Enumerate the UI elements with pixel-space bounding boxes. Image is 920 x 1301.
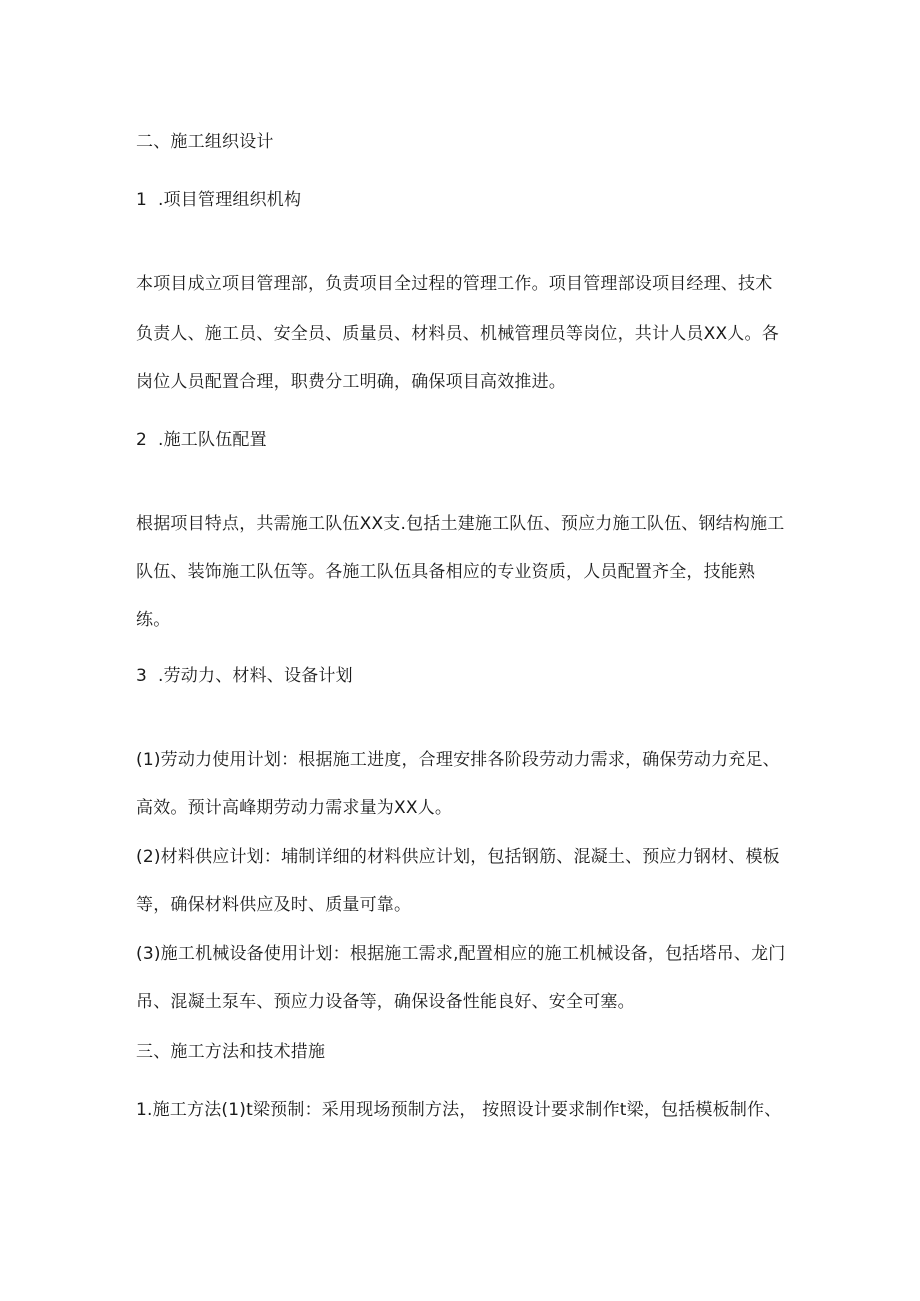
paragraph-line: 等，确保材料供应及时、质量可靠。	[136, 895, 412, 915]
subheading-text: 施工队伍配置	[163, 430, 267, 450]
section-heading-3: 三、施工方法和技术措施	[136, 1042, 326, 1062]
paragraph-line: 吊、混凝土泵车、预应力设备等，确保设备性能良好、安全可塞。	[136, 992, 635, 1012]
subheading-1: 1 .项目管理组织机构	[136, 190, 302, 210]
paragraph-line: (3)施工机械设备使用计划：根据施工需求,配置相应的施工机械设备，包括塔吊、龙门	[136, 944, 786, 964]
paragraph-line: (2)材料供应计划：埔制详细的材料供应计划，包括钢筋、混凝土、预应力钢材、模板	[136, 847, 780, 867]
subheading-number: 1	[136, 190, 148, 210]
paragraph-line: (1)劳动力使用计划：根据施工进度，合理安排各阶段劳动力需求，确保劳动力充足、	[136, 750, 780, 770]
section-heading-2: 二、施工组织设计	[136, 132, 274, 152]
paragraph-line: 队伍、装饰施工队伍等。各施工队伍具备相应的专业资质，人员配置齐全，技能熟	[136, 562, 756, 582]
paragraph-line: 负责人、施工员、安全员、质量员、材料员、机械管理员等岗位，共计人员XX人。各	[136, 324, 779, 344]
paragraph-line: 1.施工方法(1)t梁预制：采用现场预制方法， 按照设计要求制作t梁，包括模板制作、	[136, 1100, 782, 1120]
subheading-3: 3 .劳动力、材料、设备计划	[136, 666, 353, 686]
paragraph-line: 根据项目特点，共需施工队伍XX支.包括土建施工队伍、预应力施工队伍、钢结构施工	[136, 514, 785, 534]
paragraph-line: 练。	[136, 610, 171, 630]
paragraph-line: 岗位人员配置合理，职费分工明确，确保项目高效推进。	[136, 372, 566, 392]
subheading-text: 项目管理组织机构	[163, 190, 302, 210]
subheading-text: 劳动力、材料、设备计划	[163, 666, 353, 686]
subheading-number: 3	[136, 666, 148, 686]
subheading-2: 2 .施工队伍配置	[136, 430, 267, 450]
paragraph-line: 高效。预计高峰期劳动力需求量为XX人。	[136, 798, 453, 818]
paragraph-line: 本项目成立项目管理部，负责项目全过程的管理工作。项目管理部设项目经理、技术	[136, 274, 773, 294]
subheading-number: 2	[136, 430, 148, 450]
